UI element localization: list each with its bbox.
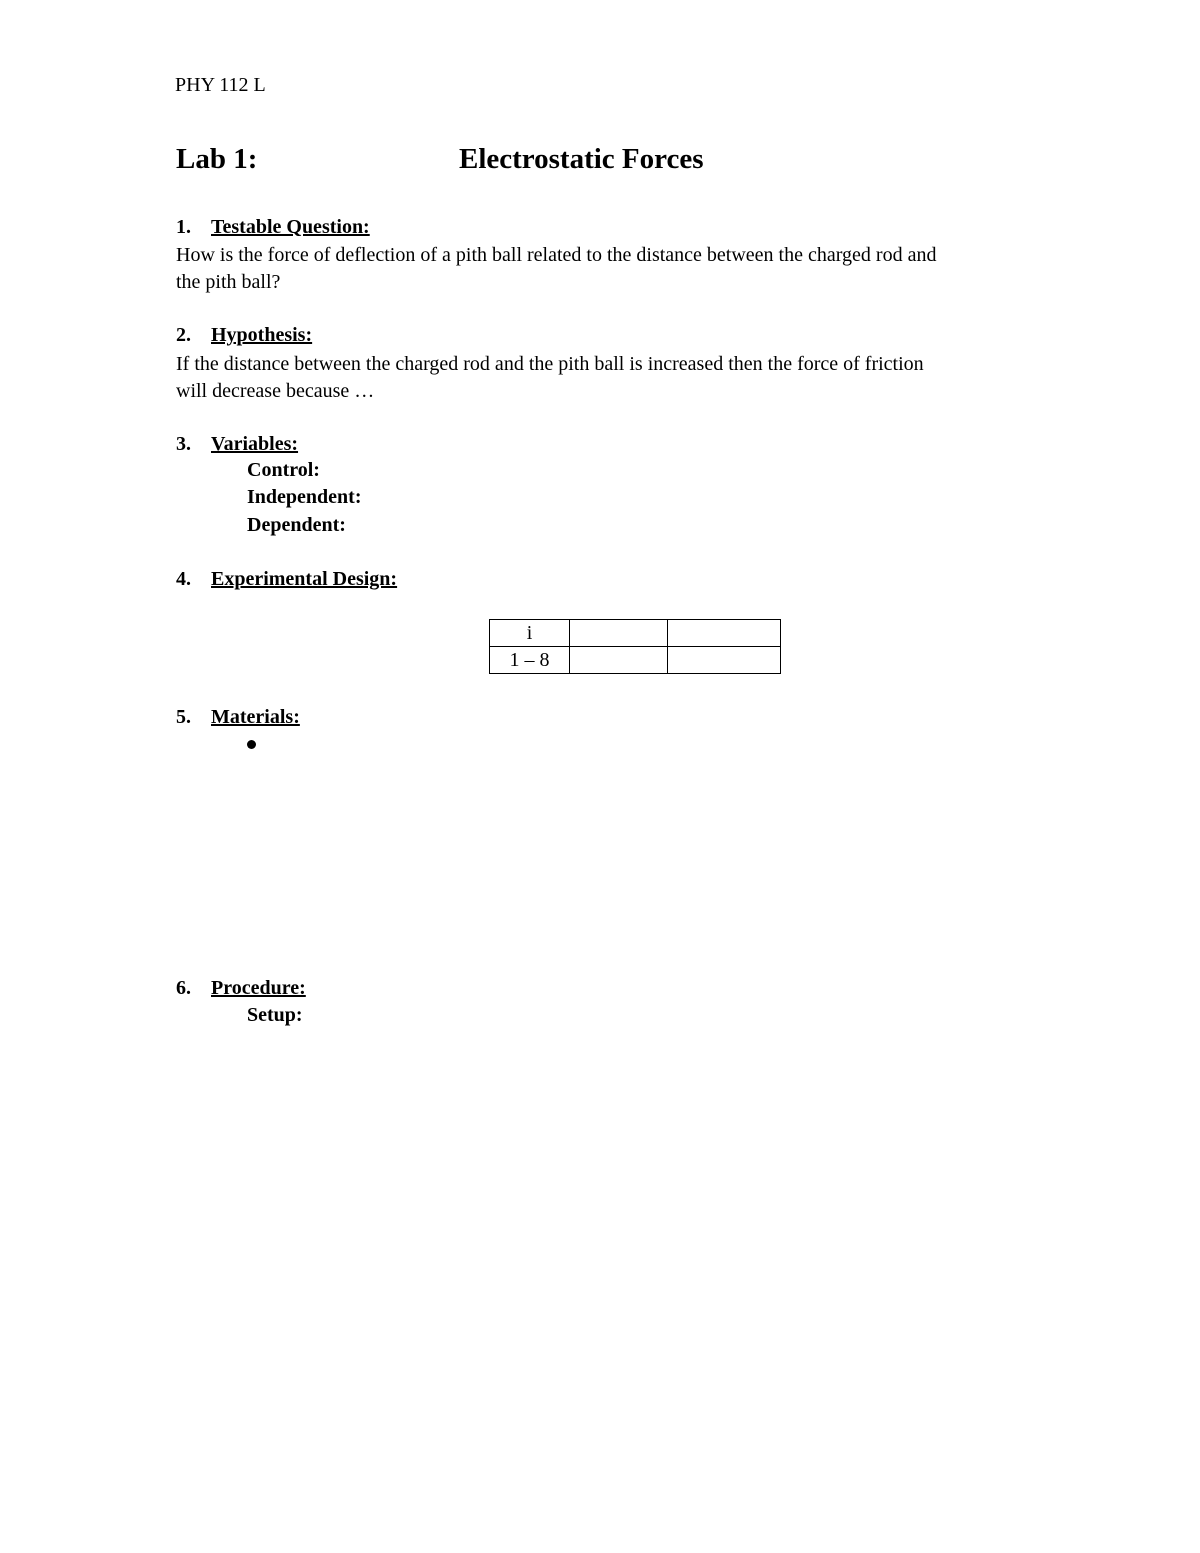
variable-dependent-label: Dependent: (247, 514, 346, 536)
table-cell: 1 – 8 (490, 647, 570, 674)
table-row (490, 620, 781, 647)
variable-control-label: Control: (247, 459, 320, 481)
section-number: 4. (176, 568, 191, 590)
section-number: 3. (176, 433, 191, 455)
table-row (490, 647, 781, 674)
table-cell: i (490, 620, 570, 647)
question-line-1: How is the force of deflection of a pith ball related to the distance between the charged rod and (176, 244, 937, 266)
bullet-icon (247, 740, 256, 749)
section-heading: Testable Question: (211, 216, 370, 238)
table-cell (570, 620, 668, 647)
hypothesis-line-1: If the distance between the charged rod and the pith ball is increased then the force of friction (176, 353, 924, 375)
section-heading: Procedure: (211, 977, 306, 999)
table-cell (668, 647, 781, 674)
question-line-2: the pith ball? (176, 271, 281, 293)
section-number: 2. (176, 324, 191, 346)
course-code: PHY 112 L (175, 74, 266, 96)
procedure-setup-label: Setup: (247, 1004, 303, 1026)
section-number: 1. (176, 216, 191, 238)
table-cell (570, 647, 668, 674)
lab-title: Electrostatic Forces (459, 143, 704, 175)
section-testable-question (176, 216, 191, 239)
experimental-design-table (489, 619, 781, 674)
section-number: 5. (176, 706, 191, 728)
section-heading: Hypothesis: (211, 324, 313, 346)
hypothesis-line-2: will decrease because … (176, 380, 375, 402)
section-heading: Variables: (211, 433, 299, 455)
section-number: 6. (176, 977, 191, 999)
lab-number: Lab 1: (176, 143, 258, 175)
section-heading: Materials: (211, 706, 300, 728)
table-cell (668, 620, 781, 647)
variable-independent-label: Independent: (247, 486, 362, 508)
section-heading: Experimental Design: (211, 568, 398, 590)
